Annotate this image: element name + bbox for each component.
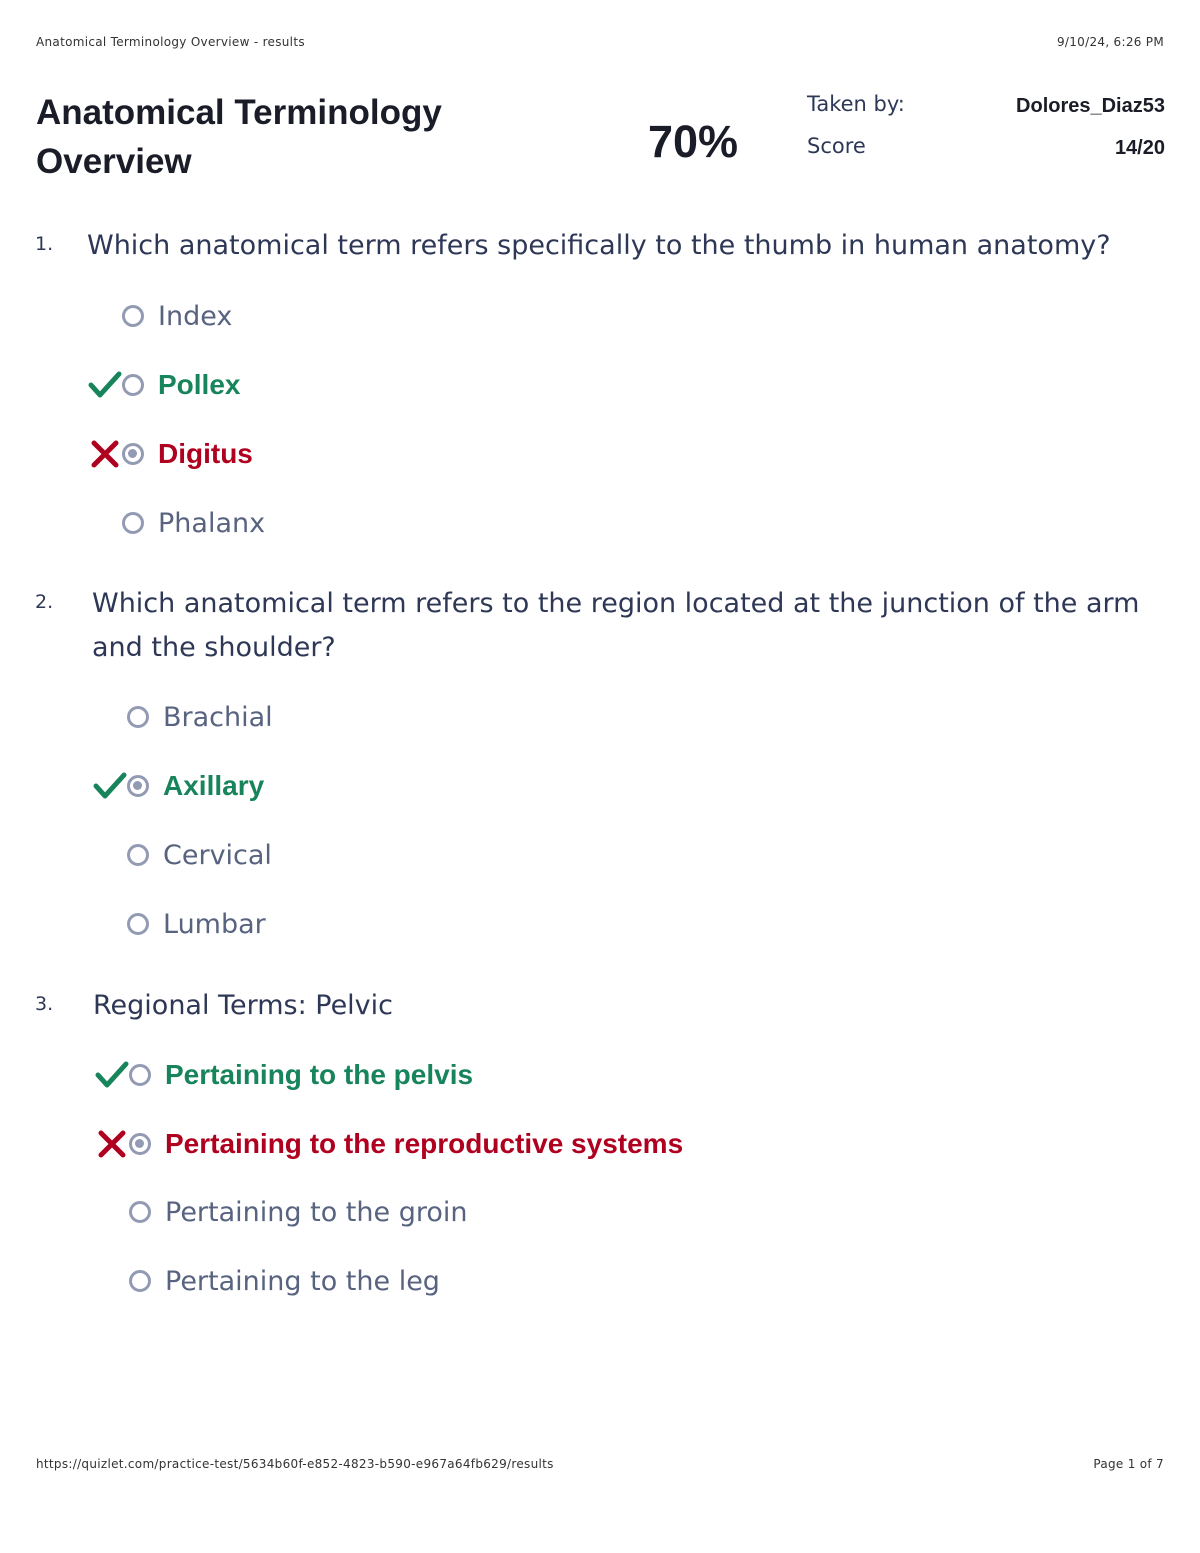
answer-option-label: Pertaining to the groin xyxy=(165,1196,468,1228)
answer-option-label: Cervical xyxy=(163,839,272,871)
status-spacer xyxy=(88,299,122,333)
status-spacer xyxy=(93,838,127,872)
print-header xyxy=(36,35,1164,49)
status-spacer xyxy=(95,1264,129,1298)
answer-option[interactable] xyxy=(93,904,266,944)
score-label: Score xyxy=(807,134,866,158)
print-footer-url: https://quizlet.com/practice-test/5634b60f-e852-4823-b590-e967a64fb629/results xyxy=(36,1457,554,1471)
answer-option[interactable] xyxy=(93,697,273,737)
radio-icon[interactable] xyxy=(127,706,149,728)
cross-icon xyxy=(88,437,122,471)
status-spacer xyxy=(93,907,127,941)
score-percent: 70% xyxy=(648,116,739,167)
print-footer xyxy=(36,1457,1164,1471)
radio-icon[interactable] xyxy=(127,913,149,935)
radio-selected-icon[interactable] xyxy=(122,443,144,465)
radio-icon[interactable] xyxy=(129,1064,151,1086)
answer-option[interactable] xyxy=(93,835,272,875)
radio-icon[interactable] xyxy=(129,1201,151,1223)
question-text: Which anatomical term refers to the region located at the junction of the arm and the shoulder? xyxy=(92,588,1140,663)
answer-option-label: Brachial xyxy=(163,701,273,733)
answer-option-label: Digitus xyxy=(158,438,253,469)
answer-option[interactable] xyxy=(88,296,232,336)
answer-option-label: Pertaining to the pelvis xyxy=(165,1059,474,1090)
answer-option[interactable] xyxy=(95,1055,473,1095)
answer-option[interactable] xyxy=(88,434,253,474)
taken-by-label: Taken by: xyxy=(807,92,905,116)
page-title: Anatomical Terminology Overview xyxy=(36,93,442,181)
status-spacer xyxy=(93,700,127,734)
print-footer-page: Page 1 of 7 xyxy=(1093,1457,1164,1471)
answer-option-label: Index xyxy=(158,300,233,332)
answer-option-label: Lumbar xyxy=(163,908,266,940)
answer-option-label: Pollex xyxy=(158,369,241,400)
cross-icon xyxy=(95,1127,129,1161)
radio-selected-icon[interactable] xyxy=(127,775,149,797)
answer-option[interactable] xyxy=(88,365,240,405)
taken-by-value: Dolores_Diaz53 xyxy=(1016,95,1165,117)
radio-icon[interactable] xyxy=(122,374,144,396)
radio-icon[interactable] xyxy=(129,1270,151,1292)
question-number: 1. xyxy=(35,233,54,255)
check-icon xyxy=(95,1058,129,1092)
answer-option[interactable] xyxy=(88,503,265,543)
question-text: Regional Terms: Pelvic xyxy=(93,990,394,1021)
answer-option[interactable] xyxy=(95,1124,683,1164)
score-value: 14/20 xyxy=(1114,137,1165,159)
status-spacer xyxy=(88,506,122,540)
radio-selected-icon[interactable] xyxy=(129,1133,151,1155)
print-header-datetime: 9/10/24, 6:26 PM xyxy=(1056,35,1164,49)
print-header-title: Anatomical Terminology Overview - results xyxy=(36,35,305,49)
question-number: 3. xyxy=(35,993,54,1015)
radio-icon[interactable] xyxy=(127,844,149,866)
radio-icon[interactable] xyxy=(122,305,144,327)
radio-icon[interactable] xyxy=(122,512,144,534)
answer-option[interactable] xyxy=(93,766,264,806)
question-number: 2. xyxy=(35,591,54,613)
check-icon xyxy=(93,769,127,803)
answer-option-label: Pertaining to the leg xyxy=(165,1265,440,1297)
answer-option-label: Phalanx xyxy=(158,507,266,539)
answer-option[interactable] xyxy=(95,1192,467,1232)
answer-option[interactable] xyxy=(95,1261,440,1301)
answer-option-label: Pertaining to the reproductive systems xyxy=(165,1128,684,1159)
status-spacer xyxy=(95,1195,129,1229)
question-text: Which anatomical term refers specifically to the thumb in human anatomy? xyxy=(87,230,1111,261)
check-icon xyxy=(88,368,122,402)
answer-option-label: Axillary xyxy=(163,770,265,801)
